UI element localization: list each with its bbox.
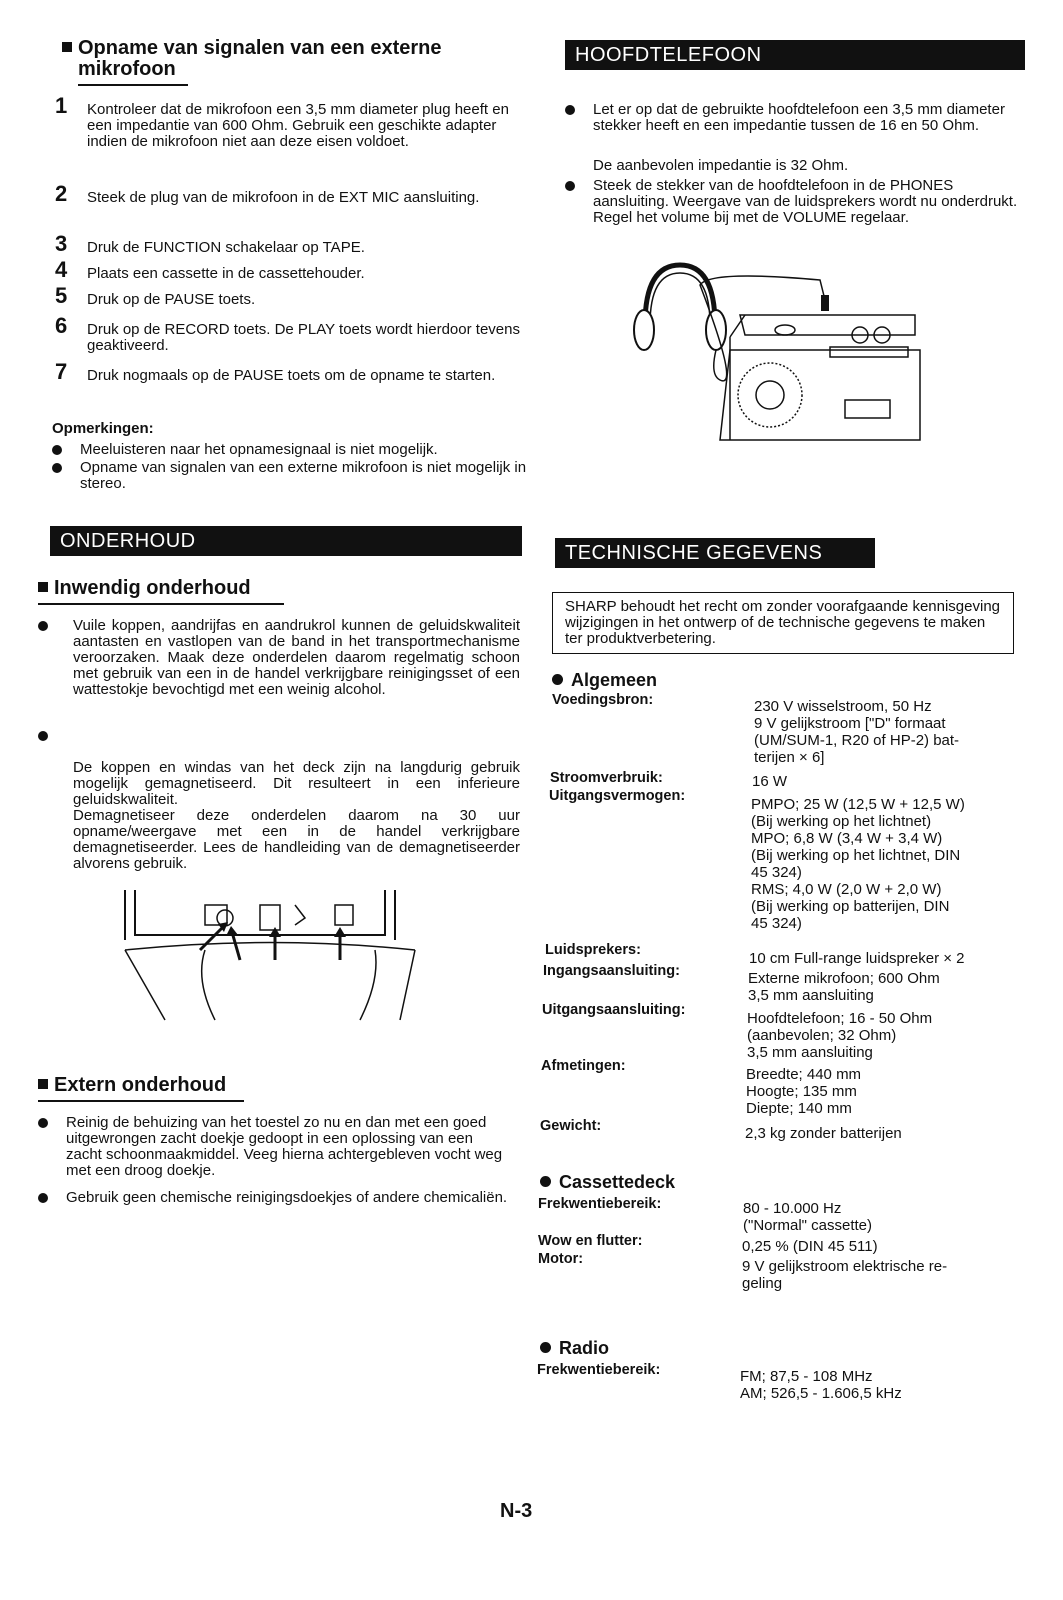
- square-bullet-icon: [38, 582, 48, 592]
- internal-bullet-2: De koppen en windas van het deck zijn na langdurig gebruik mogelijk gemagnetiseerd. Dit resulteert in een inferieure geluidskwaliteit. Demagnetiseer deze onderdelen daarom na 30 uur opname/weergave met een in de handel verkrijgbare demagnetiseerder. Lees de handleiding van de demagnetiseerder alvorens gebruik.: [38, 728, 520, 888]
- spec-value: 2,3 kg zonder batterijen: [745, 1125, 902, 1142]
- remarks-label: Opmerkingen:: [52, 420, 154, 437]
- bullet-icon: [38, 621, 48, 631]
- spec-label: Motor:: [538, 1251, 584, 1267]
- headphones-bullet-1: Let er op dat de gebruikte hoofdtelefoon een 3,5 mm diameter stekker heeft en een impedantie tussen de 16 en 50 Ohm.: [565, 102, 1020, 134]
- radio-section-title: Radio: [540, 1338, 609, 1359]
- cassette-section-title: Cassettedeck: [540, 1172, 675, 1193]
- spec-value: Breedte; 440 mm Hoogte; 135 mm Diepte; 140 mm: [746, 1066, 862, 1117]
- external-bullet-1: Reinig de behuizing van het toestel zo nu en dan met een goed uitgewrongen zacht doekje gedoopt in een oplossing van een zacht schoonmaakmiddel. Veeg hierna achtergebleven vocht weg met een droog doekje.: [38, 1115, 508, 1179]
- spec-value: Hoofdtelefoon; 16 - 50 Ohm (aanbevolen; 32 Ohm) 3,5 mm aansluiting: [747, 1010, 933, 1061]
- internal-bullet-1: Vuile koppen, aandrijfas en aandrukrol kunnen de geluidskwaliteit aantasten en vastlopen van de band in het transportmechanisme veroorzaken. Maak deze onderdelen daarom regelmatig schoon met gebruik van een in de handel verkrijgbare reinigingsset of een wattestokje bevochtigd met een weinig alcohol.: [38, 618, 520, 698]
- technical-specs-banner: TECHNISCHE GEGEVENS: [555, 538, 875, 568]
- remark-1: Meeluisteren naar het opnamesignaal is niet mogelijk.: [52, 442, 530, 458]
- spec-label: Afmetingen:: [541, 1058, 626, 1074]
- internal-maintenance-heading: Inwendig onderhoud: [38, 578, 298, 605]
- external-maintenance-heading: Extern onderhoud: [38, 1075, 258, 1102]
- step-1: 1 Kontroleer dat de mikrofoon een 3,5 mm diameter plug heeft en een impedantie van 600 Ohm. Gebruik een geschikte adapter indien de mikrofoon niet aan deze eisen voldoet.: [55, 93, 509, 150]
- spec-label: Uitgangsvermogen:: [549, 788, 686, 804]
- maintenance-banner: ONDERHOUD: [50, 526, 522, 556]
- spec-value: 10 cm Full-range luidspreker × 2: [749, 950, 965, 967]
- headphones-bullet-2: De aanbevolen impedantie is 32 Ohm.: [593, 157, 849, 174]
- step-5: 5 Druk op de PAUSE toets.: [55, 283, 256, 308]
- headphones-bullet-3: Steek de stekker van de hoofdtelefoon in de PHONES aansluiting. Weergave van de luidsprekers wordt nu onderdrukt. Regel het volume bij met de VOLUME regelaar.: [565, 178, 1020, 226]
- spec-label: Ingangsaansluiting:: [543, 963, 680, 979]
- step-3: 3 Druk de FUNCTION schakelaar op TAPE.: [55, 231, 365, 256]
- spec-value: FM; 87,5 - 108 MHz AM; 526,5 - 1.606,5 kHz: [740, 1368, 902, 1402]
- sharp-notice-box: SHARP behoudt het recht om zonder voorafgaande kennisgeving wijzigingen in het ontwerp of de technische gegevens te maken ter produktverbetering.: [552, 592, 1014, 654]
- page-number: N-3: [500, 1500, 533, 1522]
- step-6: 6 Druk op de RECORD toets. De PLAY toets wordt hierdoor tevens geaktiveerd.: [55, 313, 520, 354]
- square-bullet-icon: [38, 1079, 48, 1089]
- bullet-icon: [38, 1193, 48, 1203]
- heading-underline: [38, 1100, 244, 1102]
- spec-value: 0,25 % (DIN 45 511): [742, 1238, 878, 1255]
- mic-recording-heading: Opname van signalen van een externe mikrofoon: [62, 38, 492, 86]
- spec-value: Externe mikrofoon; 600 Ohm 3,5 mm aansluiting: [748, 970, 940, 1004]
- spec-label: Frekwentiebereik:: [537, 1362, 661, 1378]
- bullet-icon: [565, 181, 575, 191]
- spec-value: 80 - 10.000 Hz ("Normal" cassette): [743, 1200, 873, 1234]
- heading-underline: [78, 84, 188, 86]
- headphones-banner: HOOFDTELEFOON: [565, 40, 1025, 70]
- spec-label: Frekwentiebereik:: [538, 1196, 662, 1212]
- bullet-icon: [52, 445, 62, 455]
- spec-label: Luidsprekers:: [545, 942, 641, 958]
- spec-value: 230 V wisselstroom, 50 Hz 9 V gelijkstroom ["D" formaat (UM/SUM-1, R20 of HP-2) bat- terijen × 6]: [754, 698, 960, 766]
- spec-label: Voedingsbron:: [552, 692, 654, 708]
- bullet-icon: [52, 463, 62, 473]
- bullet-icon: [552, 674, 563, 685]
- spec-label: Wow en flutter:: [538, 1233, 643, 1249]
- bullet-icon: [38, 1118, 48, 1128]
- bullet-icon: [38, 731, 48, 741]
- general-section-title: Algemeen: [552, 670, 657, 691]
- spec-label: Stroomverbruik:: [550, 770, 663, 786]
- square-bullet-icon: [62, 42, 72, 52]
- headphones-illustration: [630, 255, 930, 445]
- bullet-icon: [540, 1342, 551, 1353]
- bullet-icon: [565, 105, 575, 115]
- cassette-deck-heads-illustration: [120, 880, 420, 1030]
- remark-2: Opname van signalen van een externe mikrofoon is niet mogelijk in stereo.: [52, 460, 530, 492]
- step-4: 4 Plaats een cassette in de cassettehouder.: [55, 257, 365, 282]
- spec-label: Uitgangsaansluiting:: [542, 1002, 686, 1018]
- spec-value: 16 W: [752, 773, 788, 790]
- external-bullet-2: Gebruik geen chemische reinigingsdoekjes of andere chemicaliën.: [38, 1190, 508, 1206]
- bullet-icon: [540, 1176, 551, 1187]
- heading-underline: [38, 603, 284, 605]
- spec-value: PMPO; 25 W (12,5 W + 12,5 W) (Bij werking op het lichtnet) MPO; 6,8 W (3,4 W + 3,4 W) (Bij werking op het lichtnet, DIN 45 324) RMS; 4,0 W (2,0 W + 2,0 W) (Bij werking op batterijen, DIN 45 324): [751, 796, 965, 932]
- step-7: 7 Druk nogmaals op de PAUSE toets om de opname te starten.: [55, 359, 496, 384]
- step-2: 2 Steek de plug van de mikrofoon in de EXT MIC aansluiting.: [55, 181, 480, 206]
- spec-label: Gewicht:: [540, 1118, 602, 1134]
- spec-value: 9 V gelijkstroom elektrische re- geling: [742, 1258, 948, 1292]
